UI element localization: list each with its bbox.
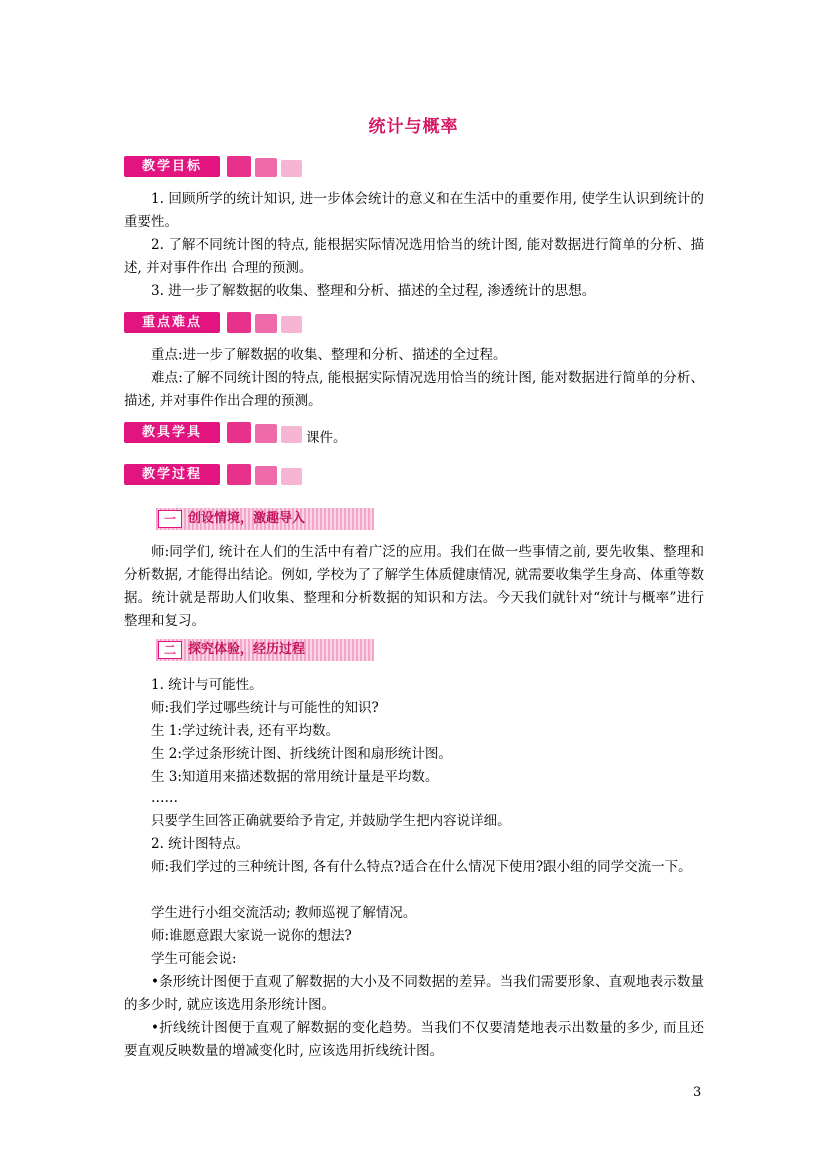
section-label: 教学目标 [124, 156, 220, 177]
text-line: 2. 统计图特点。 [151, 836, 250, 852]
step-number: 二 [158, 641, 182, 659]
text-line: 师:我们学过哪些统计与可能性的知识? [151, 700, 379, 716]
question-paragraph: 师:我们学过的三种统计图, 各有什么特点?适合在什么情况下使用?跟小组的同学交流一下。 [151, 859, 692, 875]
decor-block [281, 160, 302, 177]
text-line: 生 3:知道用来描述数据的常用统计量是平均数。 [151, 769, 439, 785]
decor-block [227, 464, 251, 485]
decor-block [227, 312, 251, 333]
bullet-bar-chart: •条形统计图便于直观了解数据的大小及不同数据的差异。当我们需要形象、直观地表示数量的多少时, 就应该选用条形统计图。 [124, 974, 704, 1013]
text-line: 生 1:学过统计表, 还有平均数。 [151, 723, 340, 739]
section-label: 教学过程 [124, 464, 220, 485]
step-banner-2 [156, 639, 374, 661]
text-line: 学生进行小组交流活动; 教师巡视了解情况。 [151, 905, 417, 921]
section-tag-tools [124, 422, 306, 443]
section-label: 教具学具 [124, 422, 220, 443]
decor-block [281, 316, 302, 333]
decor-block [281, 468, 302, 485]
decor-block [255, 314, 277, 333]
step-number: 一 [158, 510, 182, 528]
text-line: 只要学生回答正确就要给予肯定, 并鼓励学生把内容说详细。 [151, 813, 511, 829]
difficult-point: 难点:了解不同统计图的特点, 能根据实际情况选用恰当的统计图, 能对数据进行简单的分析、描述, 并对事件作出合理的预测。 [124, 370, 704, 409]
decor-block [227, 422, 251, 443]
goal-item-1: 1. 回顾所学的统计知识, 进一步体会统计的意义和在生活中的重要作用, 使学生认识到统计的重要性。 [124, 191, 704, 230]
section-tag-process [124, 464, 306, 485]
goal-item-2: 2. 了解不同统计图的特点, 能根据实际情况选用恰当的统计图, 能对数据进行简单的分析、描述, 并对事件作出 合理的预测。 [124, 237, 704, 276]
page-title: 统计与概率 [368, 117, 459, 137]
text-line: 生 2:学过条形统计图、折线统计图和扇形统计图。 [151, 746, 452, 762]
text-line: 师:谁愿意跟大家说一说你的想法? [151, 928, 352, 944]
decor-block [227, 156, 251, 177]
section-tag-key-points [124, 312, 306, 333]
key-point: 重点:进一步了解数据的收集、整理和分析、描述的全过程。 [151, 347, 507, 363]
decor-block [255, 466, 277, 485]
step-banner-1 [156, 508, 374, 530]
section-label: 重点难点 [124, 312, 220, 333]
step-label: 探究体验，经历过程 [188, 642, 306, 657]
decor-block [255, 424, 277, 443]
bullet-line-chart: •折线统计图便于直观了解数据的变化趋势。当我们不仅要清楚地表示出数量的多少, 而且还要直观反映数量的增减变化时, 应该选用折线统计图。 [124, 1020, 704, 1059]
decor-block [281, 426, 302, 443]
text-line: 学生可能会说: [151, 951, 237, 967]
intro-paragraph: 师:同学们, 统计在人们的生活中有着广泛的应用。我们在做一些事情之前, 要先收集、整理和分析数据, 才能得出结论。例如, 学校为了了解学生体质健康情况, 就需要收集学生身高、体重等数据。统计就是帮助人们收集、整理和分析数据的知识和方法。今天我们就针对“统计与概率”进行整理和复习。 [124, 544, 704, 629]
step-label: 创设情境，激趣导入 [188, 511, 306, 526]
section-tag-goals [124, 156, 306, 177]
tools-text: 课件。 [306, 430, 347, 446]
decor-block [255, 158, 277, 177]
page-number: 3 [693, 1085, 702, 1100]
text-line: …… [151, 790, 178, 806]
text-line: 1. 统计与可能性。 [151, 677, 263, 693]
goal-item-3: 3. 进一步了解数据的收集、整理和分析、描述的全过程, 渗透统计的思想。 [151, 283, 596, 299]
